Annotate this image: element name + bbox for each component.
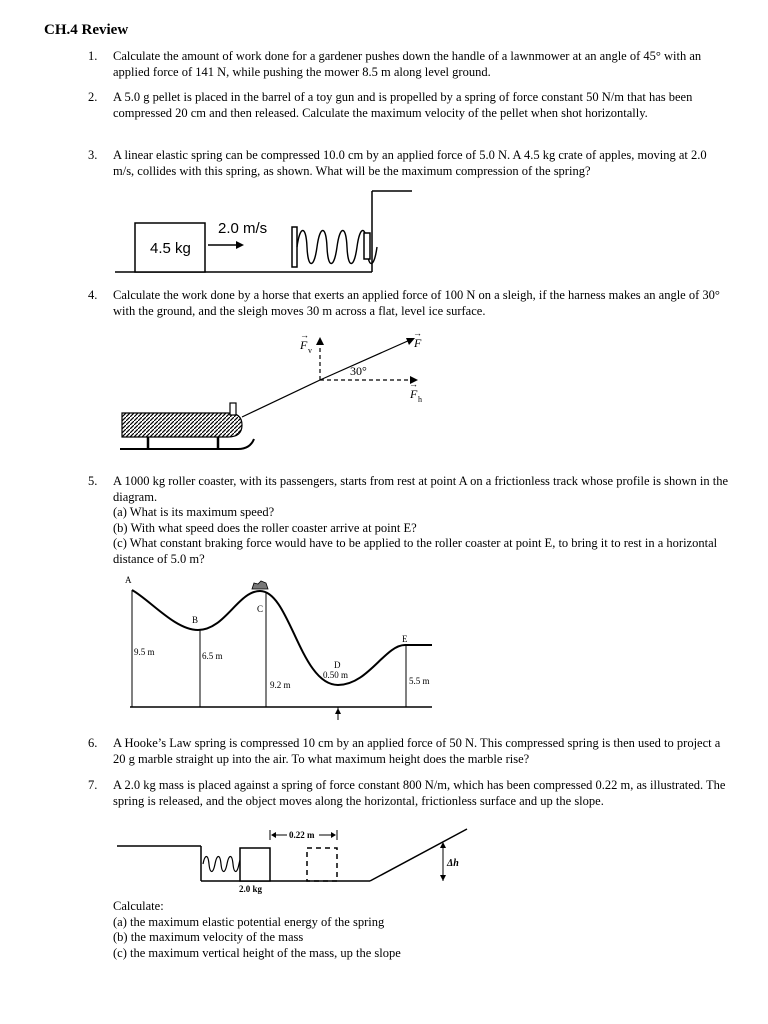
calculate-part-a: (a) the maximum elastic potential energy of the spring: [113, 914, 385, 929]
track-profile: [132, 590, 432, 685]
calculate-part-b: (b) the maximum velocity of the mass: [113, 930, 304, 944]
sleigh-force-diagram: [110, 325, 440, 460]
vector-arrow-mark: →: [409, 379, 418, 389]
question-number: 5.: [88, 474, 98, 488]
question-text: A 5.0 g pellet is placed in the barrel of a toy gun and is propelled by a spring of force constant 50 N/m that has been compressed 20 cm and then released. Calculate the maximum velocity of the pellet when shot horizontally.: [113, 90, 693, 120]
height-c-label: 9.2 m: [270, 680, 291, 690]
harness-line: [242, 380, 320, 417]
question-number: 7.: [88, 778, 98, 792]
question-text: A 2.0 kg mass is placed against a spring of force constant 800 N/m, which has been compressed 0.22 m, as illustrated. The spring is released, and the object moves along the horizontal, frictionless surface and up the slope.: [113, 778, 726, 808]
point-a-label: A: [125, 575, 132, 585]
angle-label: 30°: [350, 364, 367, 378]
height-d-label: 0.50 m: [323, 670, 349, 680]
point-d-label: D: [334, 660, 341, 670]
spring-slope-diagram: [115, 826, 475, 898]
slope-line: [370, 829, 467, 881]
force-applied-label: F: [414, 336, 422, 350]
velocity-label: 2.0 m/s: [218, 220, 268, 237]
question-text: A linear elastic spring can be compressed 10.0 cm by an applied force of 5.0 N. A 4.5 kg crate of apples, moving at 2.0 m/s, collides with this spring, as shown. What will be the maximum compression of the spring?: [113, 148, 707, 178]
spring-coil: [203, 857, 245, 872]
point-e-label: E: [402, 634, 408, 644]
question-number: 6.: [88, 736, 98, 750]
question-number: 2.: [88, 90, 98, 104]
question-text: A Hooke’s Law spring is compressed 10 cm by an applied force of 50 N. This compressed spring is then used to project a 20 g marble straight up into the air. To what maximum height does the marble rise?: [113, 736, 721, 766]
arrow-icon: [331, 832, 336, 838]
question-text: [113, 474, 728, 567]
arrow-icon: [236, 241, 244, 249]
arrow-icon: [271, 832, 276, 838]
final-position-box: [307, 848, 337, 881]
question-text: Calculate the work done by a horse that exerts an applied force of 100 N on a sleigh, if the harness makes an angle of 30° with the ground, and the sleigh moves 30 m across a flat, level ice surface.: [113, 288, 720, 318]
calculate-part-c: (c) the maximum vertical height of the mass, up the slope: [113, 945, 401, 960]
height-a-label: 9.5 m: [134, 647, 155, 657]
spring-plate: [292, 227, 297, 267]
force-horizontal-subscript: h: [418, 395, 422, 404]
calculate-list: [113, 899, 713, 961]
roller-coaster-diagram: [120, 575, 440, 725]
vector-arrow-mark: →: [413, 328, 422, 338]
question-number: 3.: [88, 148, 98, 162]
question-part-b: (b) With what speed does the roller coaster arrive at point E?: [113, 520, 417, 535]
sleigh-body: [122, 413, 242, 437]
calculate-intro: Calculate:: [113, 899, 164, 913]
arrow-icon: [335, 708, 341, 714]
question-part-a: (a) What is its maximum speed?: [113, 505, 275, 519]
page-title: CH.4 Review: [44, 22, 129, 38]
question-number: 4.: [88, 288, 98, 302]
height-e-label: 5.5 m: [409, 676, 430, 686]
question-line: A 1000 kg roller coaster, with its passengers, starts from rest at point A on a frictionless track whose profile is shown in the diagram.: [113, 474, 729, 504]
height-b-label: 6.5 m: [202, 651, 223, 661]
height-change-label: Δh: [447, 858, 459, 869]
mass-label: 2.0 kg: [239, 884, 263, 894]
arrow-icon: [440, 875, 446, 881]
coaster-car: [252, 581, 268, 589]
force-horizontal-label: F: [410, 387, 418, 401]
force-vertical-label: F: [300, 338, 308, 352]
point-b-label: B: [192, 615, 199, 625]
force-vertical-subscript: v: [308, 346, 312, 355]
point-c-label: C: [257, 604, 264, 614]
crate-mass-label: 4.5 kg: [150, 240, 191, 257]
arrow-icon: [316, 337, 324, 345]
mass-block: [240, 848, 270, 881]
crate-spring-diagram: [110, 185, 420, 280]
question-number: 1.: [88, 49, 98, 63]
distance-label: 0.22 m: [289, 830, 315, 840]
question-part-c: (c) What constant braking force would have to be applied to the roller coaster at point E, to bring it to rest in a horizontal distance of 5.0 m?: [113, 536, 718, 566]
question-text: Calculate the amount of work done for a gardener pushes down the handle of a lawnmower at an angle of 45° with an applied force of 141 N, while pushing the mower 8.5 m along level ground.: [113, 49, 702, 79]
vector-arrow-mark: →: [300, 330, 309, 340]
